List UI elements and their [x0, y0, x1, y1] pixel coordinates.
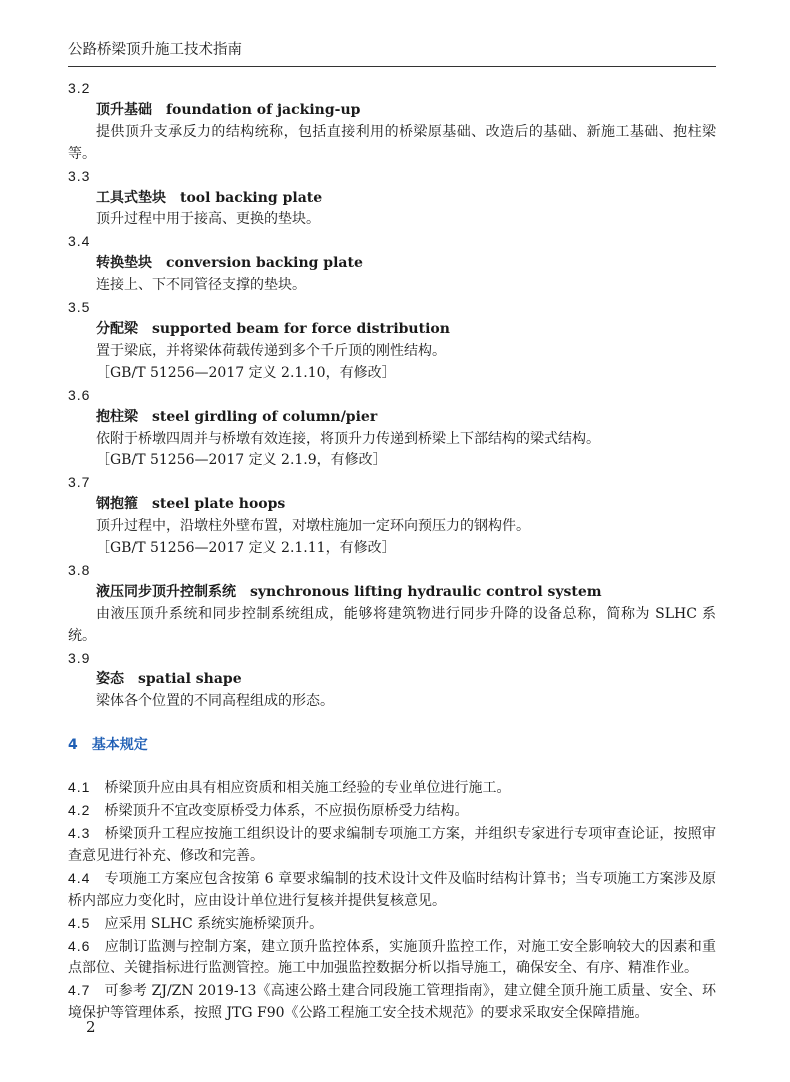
term-definition: 顶升过程中，沿墩柱外壁布置，对墩柱施加一定环向预压力的钢构件。 [96, 518, 530, 535]
term-cn: 分配梁 [96, 320, 138, 337]
provision-item [68, 823, 716, 868]
term-number: 3.7 [68, 474, 91, 491]
term-entry [68, 472, 716, 560]
provision-number: 4.4 [68, 869, 91, 886]
term-number: 3.3 [68, 167, 91, 184]
term-definition: 依附于桥墩四周并与桥墩有效连接，将顶升力传递到桥梁上下部结构的梁式结构。 [96, 430, 600, 447]
term-entry [68, 297, 716, 385]
term-number: 3.4 [68, 233, 91, 250]
term-number: 3.5 [68, 299, 91, 316]
term-cn: 转换垫块 [96, 255, 152, 272]
term-en: synchronous lifting hydraulic control system [250, 583, 602, 600]
provision-text: 专项施工方案应包含按第 6 章要求编制的技术设计文件及临时结构计算书；当专项施工方案涉及原桥内部应力变化时，应由设计单位进行复核并提供复核意见。 [68, 870, 716, 909]
provision-item [68, 980, 716, 1025]
term-entry [68, 231, 716, 297]
term-cn: 抱柱梁 [96, 408, 138, 425]
term-number: 3.8 [68, 561, 91, 578]
term-entry [68, 166, 716, 232]
term-cn: 姿态 [96, 671, 124, 688]
provision-number: 4.2 [68, 802, 91, 819]
term-definition: 梁体各个位置的不同高程组成的形态。 [96, 693, 334, 710]
term-title [68, 494, 716, 516]
term-reference: ［GB/T 51256—2017 定义 2.1.10，有修改］ [96, 364, 396, 381]
provision-text: 应采用 SLHC 系统实施桥梁顶升。 [104, 915, 324, 932]
provision-text: 桥梁顶升工程应按施工组织设计的要求编制专项施工方案，并组织专家进行专项审查论证，按照审查意见进行补充、修改和完善。 [68, 826, 716, 864]
provision-text: 桥梁顶升应由具有相应资质和相关施工经验的专业单位进行施工。 [104, 780, 511, 797]
header-rule [68, 66, 716, 67]
term-entry [68, 78, 716, 166]
chapter-number: 4 [68, 737, 78, 754]
term-title [68, 253, 716, 275]
term-en: spatial shape [138, 671, 242, 688]
term-title [68, 582, 716, 604]
term-cn: 液压同步顶升控制系统 [96, 583, 236, 600]
term-en: conversion backing plate [166, 255, 363, 272]
term-reference: ［GB/T 51256—2017 定义 2.1.9，有修改］ [96, 452, 387, 469]
term-definition: 顶升过程中用于接高、更换的垫块。 [96, 211, 320, 228]
term-number: 3.6 [68, 386, 91, 403]
term-definition: 置于梁底，并将梁体荷载传递到多个千斤顶的刚性结构。 [96, 342, 446, 359]
term-title [68, 188, 716, 210]
term-definition: 提供顶升支承反力的结构统称，包括直接利用的桥梁原基础、改造后的基础、新施工基础、抱柱梁等。 [68, 123, 716, 162]
term-title [68, 669, 716, 691]
term-en: steel girdling of column/pier [152, 408, 378, 425]
chapter-heading [68, 735, 716, 757]
provisions-list [68, 777, 716, 1025]
term-en: tool backing plate [180, 189, 323, 206]
term-number: 3.2 [68, 80, 91, 96]
provision-item [68, 936, 716, 981]
provision-item [68, 800, 716, 823]
term-definition: 连接上、下不同管径支撑的垫块。 [96, 277, 306, 294]
term-cn: 工具式垫块 [96, 189, 166, 206]
term-cn: 钢抱箍 [96, 496, 138, 513]
page-body [68, 78, 716, 1025]
provision-text: 应制订监测与控制方案，建立顶升监控体系，实施顶升监控工作，对施工安全影响较大的因素和重点部位、关键指标进行监测管控。施工中加强监控数据分析以指导施工，确保安全、有序、精准作业。 [68, 938, 716, 977]
provision-number: 4.3 [68, 825, 91, 841]
term-cn: 顶升基础 [96, 101, 152, 118]
term-number: 3.9 [68, 649, 91, 666]
provision-number: 4.1 [68, 779, 91, 796]
chapter-title: 基本规定 [91, 737, 148, 754]
term-entry [68, 560, 716, 648]
term-title [68, 100, 716, 122]
provision-item [68, 777, 716, 800]
provision-text: 桥梁顶升不宜改变原桥受力体系，不应损伤原桥受力结构。 [104, 803, 469, 820]
term-definition: 由液压顶升系统和同步控制系统组成，能够将建筑物进行同步升降的设备总称，简称为 SLHC 系统。 [68, 605, 716, 644]
page-number: 2 [86, 1018, 96, 1036]
term-entry [68, 385, 716, 473]
term-en: foundation of jacking-up [166, 101, 361, 118]
running-header: 公路桥梁顶升施工技术指南 [68, 42, 242, 58]
provision-item [68, 913, 716, 936]
term-entry [68, 648, 716, 714]
provision-number: 4.6 [68, 937, 91, 954]
term-en: supported beam for force distribution [152, 320, 450, 337]
provision-text: 可参考 ZJ/ZN 2019-13《高速公路土建合同段施工管理指南》，建立健全顶升施工质量、安全、环境保护等管理体系，按照 JTG F90《公路工程施工安全技术规范》的要求采取安全保障措施。 [68, 983, 716, 1022]
term-title [68, 319, 716, 341]
term-reference: ［GB/T 51256—2017 定义 2.1.11，有修改］ [96, 540, 396, 557]
term-title [68, 407, 716, 429]
provision-item [68, 868, 716, 913]
provision-number: 4.5 [68, 914, 91, 931]
term-en: steel plate hoops [152, 496, 286, 513]
terms-section [68, 78, 716, 713]
provision-number: 4.7 [68, 982, 91, 999]
